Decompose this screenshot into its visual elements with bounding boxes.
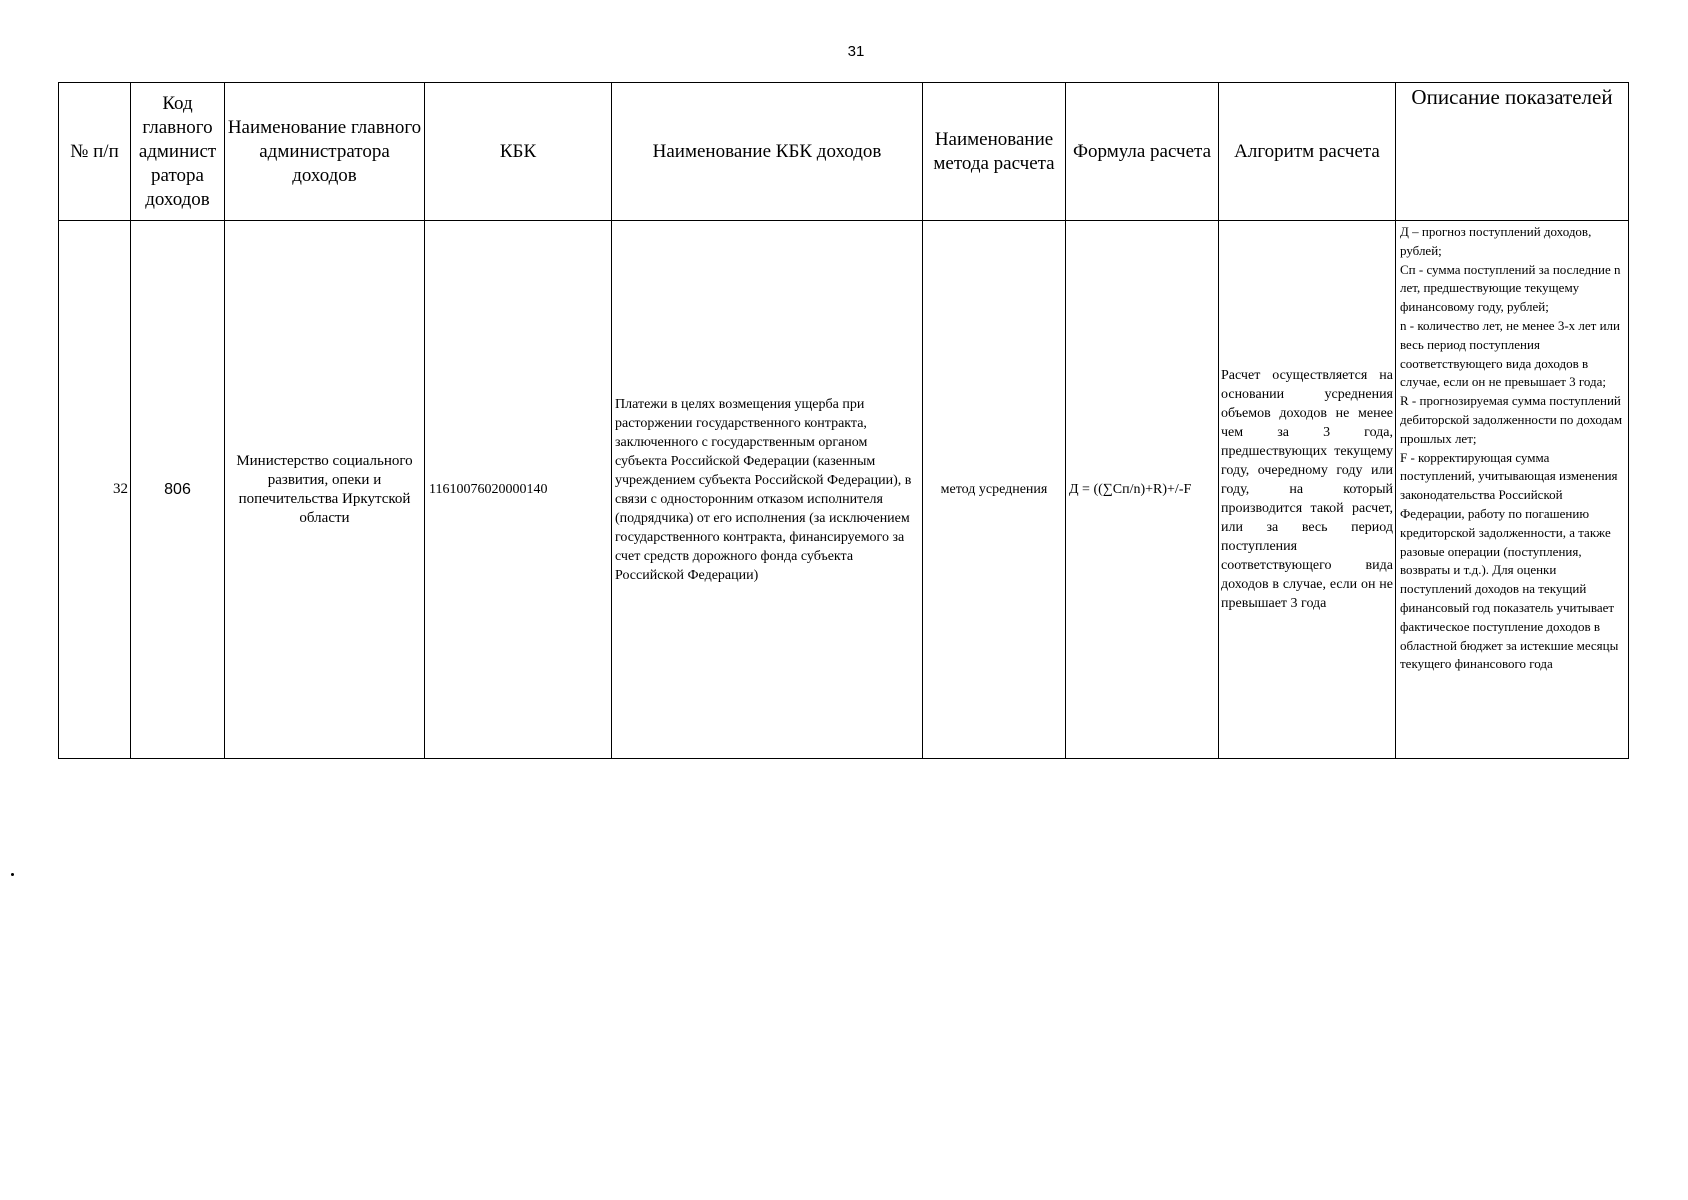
cell-kbk-name: Платежи в целях возмещения ущерба при расторжении государственного контракта, заключенного с государственным органом субъекта Российской Федерации (казенным учреждением субъекта Российской Федерации), в связи с односторонним отказом исполнителя (подрядчика) от его исполнения (за исключением государственного контракта, финансируемого за счет средств дорожного фонда субъекта Российской Федерации) xyxy=(612,221,923,759)
cell-kbk: 11610076020000140 xyxy=(425,221,612,759)
header-num: № п/п xyxy=(59,83,131,221)
cell-algorithm: Расчет осуществляется на основании усреднения объемов доходов не менее чем за 3 года, предшествующих текущему году, очередному году или году, на который производится такой расчет, или за весь период поступления соответствующего вида доходов в случае, если он не превышает 3 года xyxy=(1219,221,1396,759)
header-admin-code: Код главного админист ратора доходов xyxy=(131,83,225,221)
header-algorithm: Алгоритм расчета xyxy=(1219,83,1396,221)
description-line: Д – прогноз поступлений доходов, рублей; xyxy=(1400,224,1592,258)
header-formula: Формула расчета xyxy=(1066,83,1219,221)
cell-formula: Д = ((∑Сп/n)+R)+/-F xyxy=(1066,221,1219,759)
description-line: F - корректирующая сумма поступлений, учитывающая изменения законодательства Российской Федерации, работу по погашению кредиторской задолженности, а также разовые операции (поступления, возвраты и т.д.). Для оценки поступлений доходов на текущий финансовый год показатель учитывает фактическое поступление доходов в областной бюджет за истекшие месяцы текущего финансового года xyxy=(1400,449,1619,672)
table-row xyxy=(59,221,1629,759)
cell-admin-code: 806 xyxy=(131,221,225,759)
header-admin-name: Наименование главного администратора доходов xyxy=(225,83,425,221)
description-line: R - прогнозируемая сумма поступлений дебиторской задолженности по доходам прошлых лет; xyxy=(1400,393,1623,446)
revenue-forecast-table xyxy=(58,82,1629,759)
description-line: n - количество лет, не менее 3-х лет или весь период поступления соответствующего вида доходов в случае, если он не превышает 3 года; xyxy=(1400,317,1620,390)
page-number: 31 xyxy=(847,43,865,60)
scan-dot-mark xyxy=(11,873,14,876)
header-description: Описание показателей xyxy=(1396,83,1629,221)
header-kbk: КБК xyxy=(425,83,612,221)
header-method-name: Наименование метода расчета xyxy=(923,83,1066,221)
cell-method-name: метод усреднения xyxy=(923,221,1066,759)
cell-num: 32 xyxy=(59,221,131,759)
header-kbk-name: Наименование КБК доходов xyxy=(612,83,923,221)
cell-admin-name: Министерство социального развития, опеки и попечительства Иркутской области xyxy=(225,221,425,759)
cell-description xyxy=(1396,221,1629,759)
description-line: Сп - сумма поступлений за последние n лет, предшествующие текущему финансовому году, рублей; xyxy=(1400,261,1621,315)
header-row xyxy=(59,83,1629,221)
